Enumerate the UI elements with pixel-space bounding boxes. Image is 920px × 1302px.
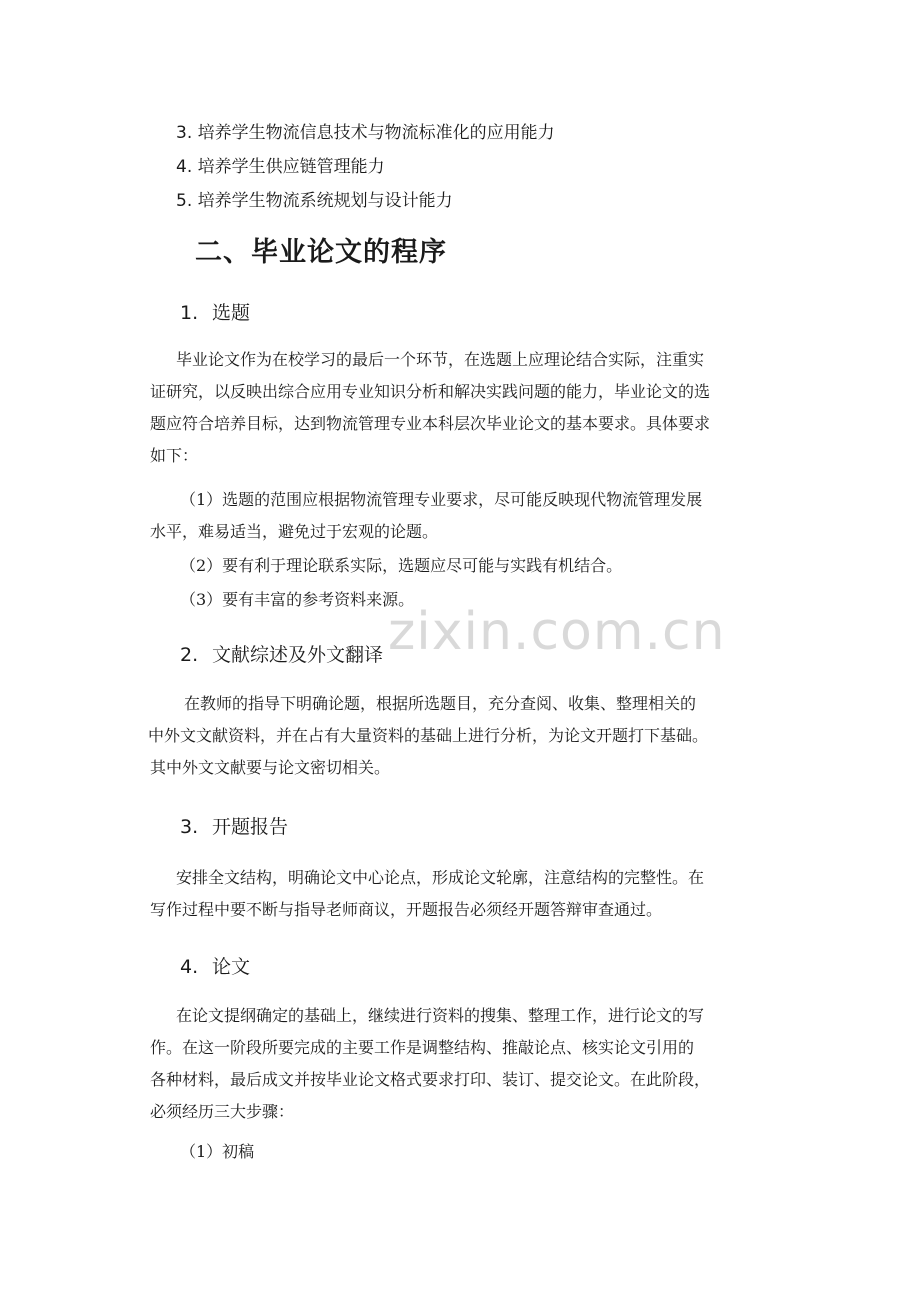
- list-item: 5. 培养学生物流系统规划与设计能力: [176, 191, 453, 211]
- subsection-number: 3.: [180, 816, 199, 838]
- paragraph-line: 毕业论文作为在校学习的最后一个环节，在选题上应理论结合实际，注重实: [176, 350, 705, 369]
- subsection-number: 2.: [180, 644, 199, 666]
- requirement-item: （2）要有利于理论联系实际，选题应尽可能与实践有机结合。: [180, 556, 623, 575]
- subsection-number: 1.: [180, 302, 199, 324]
- subsection-number: 4.: [180, 956, 199, 978]
- paragraph-line: 各种材料，最后成文并按毕业论文格式要求打印、装订、提交论文。在此阶段，: [150, 1070, 711, 1089]
- paragraph-line: 必须经历三大步骤：: [150, 1102, 295, 1121]
- subsection-title: 选题: [212, 302, 251, 324]
- subsection-heading-3: [180, 812, 288, 839]
- requirement-item: （3）要有丰富的参考资料来源。: [180, 590, 415, 609]
- paragraph-line: 作。在这一阶段所要完成的主要工作是调整结构、推敲论点、核实论文引用的: [150, 1038, 695, 1057]
- paragraph-line: 在论文提纲确定的基础上，继续进行资料的搜集、整理工作，进行论文的写: [176, 1006, 705, 1025]
- step-item: （1）初稿: [180, 1142, 255, 1161]
- paragraph-line: 证研究，以反映出综合应用专业知识分析和解决实践问题的能力，毕业论文的选: [150, 382, 711, 401]
- list-item: 3. 培养学生物流信息技术与物流标准化的应用能力: [176, 123, 555, 143]
- subsection-heading-4: [180, 952, 250, 979]
- paragraph-line: 安排全文结构，明确论文中心论点，形成论文轮廓，注意结构的完整性。在: [176, 868, 705, 887]
- subsection-heading-1: [180, 298, 250, 325]
- paragraph-line: 水平，难易适当，避免过于宏观的论题。: [150, 522, 439, 541]
- paragraph-line: 如下：: [150, 446, 199, 465]
- subsection-title: 文献综述及外文翻译: [212, 644, 384, 666]
- paragraph-line: 在教师的指导下明确论题，根据所选题目，充分查阅、收集、整理相关的: [184, 694, 697, 713]
- subsection-heading-2: [180, 640, 383, 667]
- requirement-item: （1）选题的范围应根据物流管理专业要求，尽可能反映现代物流管理发展: [180, 490, 703, 509]
- paragraph-line: 中外文文献资料，并在占有大量资料的基础上进行分析，为论文开题打下基础。: [148, 726, 709, 745]
- list-item: 4. 培养学生供应链管理能力: [176, 157, 385, 177]
- watermark: zixin.com.cn: [388, 602, 726, 662]
- subsection-title: 论文: [212, 956, 251, 978]
- paragraph-line: 写作过程中要不断与指导老师商议，开题报告必须经开题答辩审查通过。: [150, 900, 663, 919]
- section-title: 二、毕业论文的程序: [195, 237, 447, 268]
- paragraph-line: 题应符合培养目标，达到物流管理专业本科层次毕业论文的基本要求。具体要求: [150, 414, 711, 433]
- paragraph-line: 其中外文文献要与论文密切相关。: [150, 758, 391, 777]
- subsection-title: 开题报告: [212, 816, 289, 838]
